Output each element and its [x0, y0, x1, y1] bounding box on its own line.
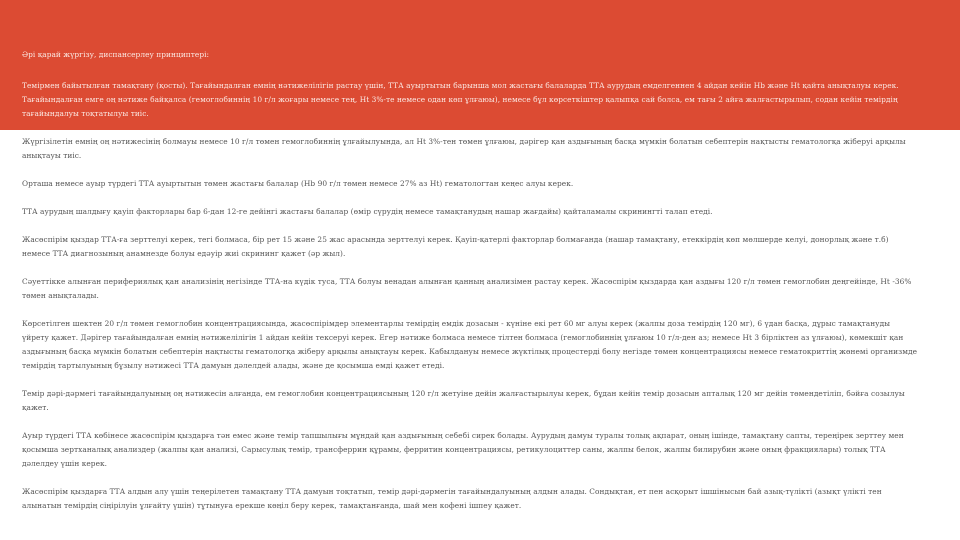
paragraph-8: Темір дәрі-дәрмегі тағайындалуының оң нәтижесін алғанда, ем гемоглобин концентрациясының 120 г/л жетуіне дейін жалғастырылуы керек, бұдан кейін темір дозасын апталық 120 мг дейін төмендетіліп, бәйға созылуы қажет.	[22, 389, 905, 412]
paragraph-5: Жасөспірім қыздар ТТА-ға зерттелуі керек, тегі болмаса, бір рет 15 және 25 жас арасында зерттелуі керек. Қауіп-қатерлі факторлар болмағанда (нашар тамақтану, етеккірдің көп мөлшерде келуі, донорлық және т.б) немесе ТТА диагнозының анамнезде болуы едәуір жиі скрининг қажет (әр жыл).	[22, 235, 889, 258]
section-heading: Әрі қарай жүргізу, диспансерлеу принциптері:	[22, 50, 210, 59]
document-body	[22, 48, 918, 527]
paragraph-3: Орташа немесе ауыр түрдегі ТТА ауыртытын төмен жастағы балалар (Hb 90 г/л төмен немесе 27% аз Ht) гематологтан кеңес алуы керек.	[22, 179, 574, 188]
paragraph-6: Сәуеттікке алынған перифериялық қан анализінің негізінде ТТА-на күдік туса, ТТА болуы венадан алынған қанның анализімен растау керек. Жасөспірім қыздарда қан аздығы 120 г/л төмен гемоглобин деңгейінде, Ht -36% төмен анықталады.	[22, 277, 912, 300]
paragraph-10: Жасөспірім қыздарға ТТА алдын алу үшін теңерілетен тамақтану ТТА дамуын тоқтатып, темір дәрі-дәрмегін тағайындалуының алдын алады. Сондықтан, ет пен асқорыт ішшінысын бай азық-түлікті (азықт үлікті тен алынатын темірдің сіңірілуін ұлғайту үшін) тұтынуға ерекше көңіл беру керек, тамақтанғанда, шай мен кофені ішпеу қажет.	[22, 487, 882, 510]
paragraph-7: Көрсетілген шектен 20 г/л төмен гемоглобин концентрациясында, жасөспірімдер элементарлы темірдің емдік дозасын - күніне екі рет 60 мг алуы керек (жалпы доза темірдің 120 мг), 6 үдан басқа, дұрыс тамақтануды үйрету қажет. Дәрігер тағайындалған емнің нәтижелілігін 1 айдан кейін тексеруі керек. Егер нәтиже болмаса немесе тілтен болмаса (гемоглобиннің ұлғаюы 10 г/л-ден аз; немесе Ht 3 бірліктен аз ұлғаюы), көмекшіт қан аздығының басқа мүмкін болатын себептерін нақтысты гематологқа жіберу арқылы анықтауы керек. Кабылдануы немесе жүктілық процестерді бөлу негізде төмен концентрациясы немесе гематокриттің жөнемі организмде темірдің тартылуының бұзылу нәтижесі ТТА дамуын дәлелдей алады, және де қосымша емді қажет етеді.	[22, 319, 918, 370]
paragraph-4: ТТА аурудың шалдығу қауіп факторлары бар 6-дан 12-ге дейінгі жастағы балалар (өмір сүрудің немесе тамақтанудың нашар жағдайы) қайталамалы скринингті талап етеді.	[22, 207, 713, 216]
paragraph-9: Ауыр түрдегі ТТА көбінесе жасөспірім қыздарға тән емес және темір тапшылығы мұндай қан аздығының себебі сирек болады. Аурудың дамуы туралы толық ақпарат, оның ішінде, тамақтану сапты, тереңірек зерттеу мен қосымша зертханалық анализдер (жалпы қан анализі, Сарысулық темір, трансферрин құрамы, ферритин концентрациясы, ретикулоциттер саны, жалпы белок, жалпы билирубин және оның фракциялары) толық ТТА дәлелдеу үшін керек.	[22, 431, 904, 468]
paragraph-1: Темірмен байытылған тамақтану (қосты). Тағайындалған емнің нәтижелілігін растау үшін, ТТА ауыртытын барынша мол жастағы балаларда ТТА аурудың емделгеннен 4 айдан кейін Hb және Ht қайта анықталуы керек. Тағайындалған емге оң нәтиже байқалса (гемоглобиннің 10 г/л жоғары немесе тең, Ht 3%-те немесе одан көп ұлғаюы), немесе бұл көрсеткіштер қалыпқа сай болса, ем тағы 2 айға жалғастырылып, содан кейін темірдің тағайындалуы тоқтатылуы тиіс.	[22, 81, 899, 118]
paragraph-2: Жүргізілетін емнің оң нәтижесінің болмауы немесе 10 г/л төмен гемоглобиннің ұлғайылуында, ал Ht 3%-тен төмен ұлғаюы, дәрігер қан аздығының басқа мүмкін болатын себептерін нақтысты гематологқа жіберуі арқылы анықтауы тиіс.	[22, 137, 906, 160]
